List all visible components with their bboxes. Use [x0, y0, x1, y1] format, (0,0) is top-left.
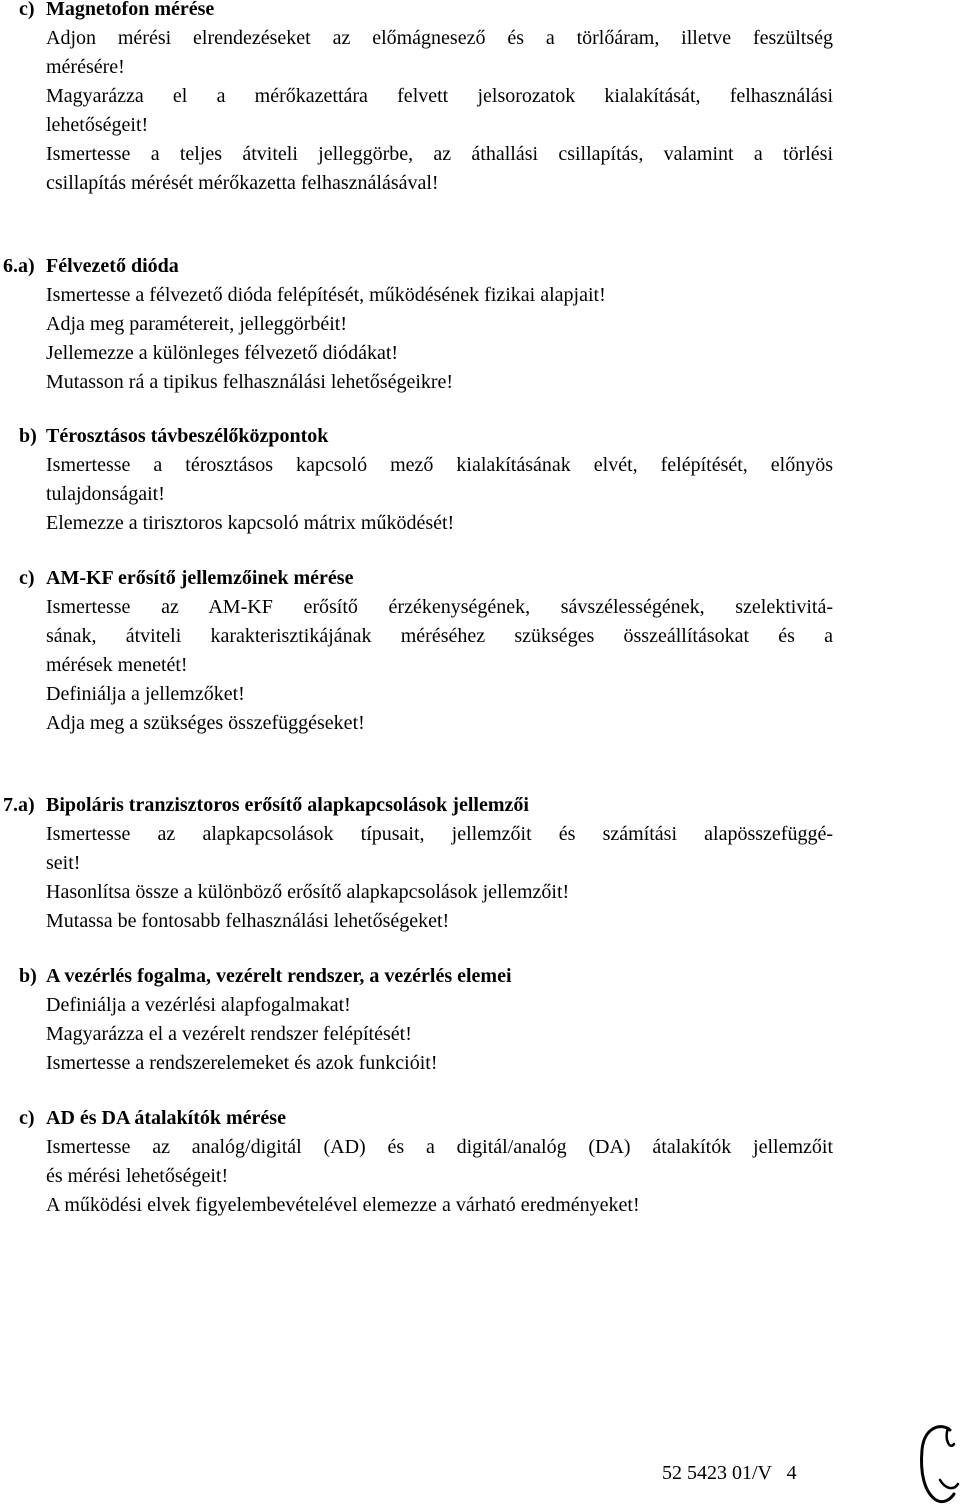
signature-mark — [910, 1420, 960, 1510]
section-title: AM-KF erősítő jellemzőinek mérése — [46, 567, 354, 589]
text-line: lehetőségeit! — [46, 114, 149, 136]
text-line: Adja meg paramétereit, jelleggörbéit! — [46, 313, 347, 335]
text-line: Adja meg a szükséges összefüggéseket! — [46, 712, 365, 734]
section-title: Térosztásos távbeszélőközpontok — [46, 425, 329, 447]
text-line: Ismertesse az AM-KF erősítő érzékenységének, sávszélességének, szelektivitá- — [46, 596, 833, 618]
section-title: Bipoláris tranzisztoros erősítő alapkapcsolások jellemzői — [46, 794, 529, 816]
section-6a — [0, 252, 960, 397]
text-line: Ismertesse az analóg/digitál (AD) és a digitál/analóg (DA) átalakítók jellemzőit — [46, 1136, 833, 1158]
section-label: c) — [19, 0, 35, 20]
section-heading — [0, 252, 960, 281]
section-6c — [0, 564, 960, 738]
text-line: A működési elvek figyelembevételével elemezze a várható eredményeket! — [46, 1194, 640, 1216]
text-line: Adjon mérési elrendezéseket az előmágnesező és a törlőáram, illetve feszültség — [46, 27, 833, 49]
text-line: Hasonlítsa össze a különböző erősítő alapkapcsolások jellemzőit! — [46, 881, 570, 903]
text-line: mérésére! — [46, 56, 125, 78]
text-line: tulajdonságait! — [46, 483, 165, 505]
section-label: c) — [19, 567, 35, 589]
text-line: Mutasson rá a tipikus felhasználási lehetőségeikre! — [46, 371, 454, 393]
section-label: 6.a) — [3, 255, 35, 277]
section-title: AD és DA átalakítók mérése — [46, 1107, 286, 1129]
page-number: 4 — [786, 1462, 797, 1484]
page-footer — [662, 1460, 797, 1486]
section-label: 7.a) — [3, 794, 35, 816]
section-heading — [0, 962, 960, 991]
text-line: Jellemezze a különleges félvezető diódákat! — [46, 342, 399, 364]
text-line: Definiálja a vezérlési alapfogalmakat! — [46, 994, 351, 1016]
text-line: Ismertesse a rendszerelemeket és azok funkcióit! — [46, 1052, 438, 1074]
section-heading — [0, 791, 960, 820]
section-label: b) — [19, 965, 37, 987]
text-line: Ismertesse a térosztásos kapcsoló mező kialakításának elvét, felépítését, előnyös — [46, 454, 833, 476]
text-line: Definiálja a jellemzőket! — [46, 683, 245, 705]
section-heading — [0, 422, 960, 451]
section-heading — [0, 564, 960, 593]
text-line: Ismertesse a teljes átviteli jelleggörbe, az áthallási csillapítás, valamint a törlési — [46, 143, 833, 165]
text-line: és mérési lehetőségeit! — [46, 1165, 229, 1187]
section-7a — [0, 791, 960, 936]
section-label: b) — [19, 425, 37, 447]
section-heading — [0, 1104, 960, 1133]
section-title: A vezérlés fogalma, vezérelt rendszer, a vezérlés elemei — [46, 965, 512, 987]
text-line: Ismertesse a félvezető dióda felépítését, működésének fizikai alapjait! — [46, 284, 606, 306]
text-line: Ismertesse az alapkapcsolások típusait, jellemzőit és számítási alapösszefüggé- — [46, 823, 833, 845]
text-line: Mutassa be fontosabb felhasználási lehetőségeket! — [46, 910, 450, 932]
text-line: Elemezze a tirisztoros kapcsoló mátrix működését! — [46, 512, 455, 534]
section-title: Félvezető dióda — [46, 255, 179, 277]
text-line: csillapítás mérését mérőkazetta felhasználásával! — [46, 172, 439, 194]
section-7b — [0, 962, 960, 1078]
section-heading — [0, 0, 960, 24]
section-label: c) — [19, 1107, 35, 1129]
section-7c — [0, 1104, 960, 1220]
section-6b — [0, 422, 960, 538]
section-title: Magnetofon mérése — [46, 0, 215, 20]
text-line: Magyarázza el a vezérelt rendszer felépítését! — [46, 1023, 412, 1045]
text-line: seit! — [46, 852, 81, 874]
section-5c — [0, 0, 960, 198]
document-code: 52 5423 01/V — [662, 1462, 772, 1484]
text-line: sának, átviteli karakterisztikájának méréséhez szükséges összeállításokat és a — [46, 625, 833, 647]
text-line: Magyarázza el a mérőkazettára felvett jelsorozatok kialakítását, felhasználási — [46, 85, 833, 107]
text-line: mérések menetét! — [46, 654, 188, 676]
